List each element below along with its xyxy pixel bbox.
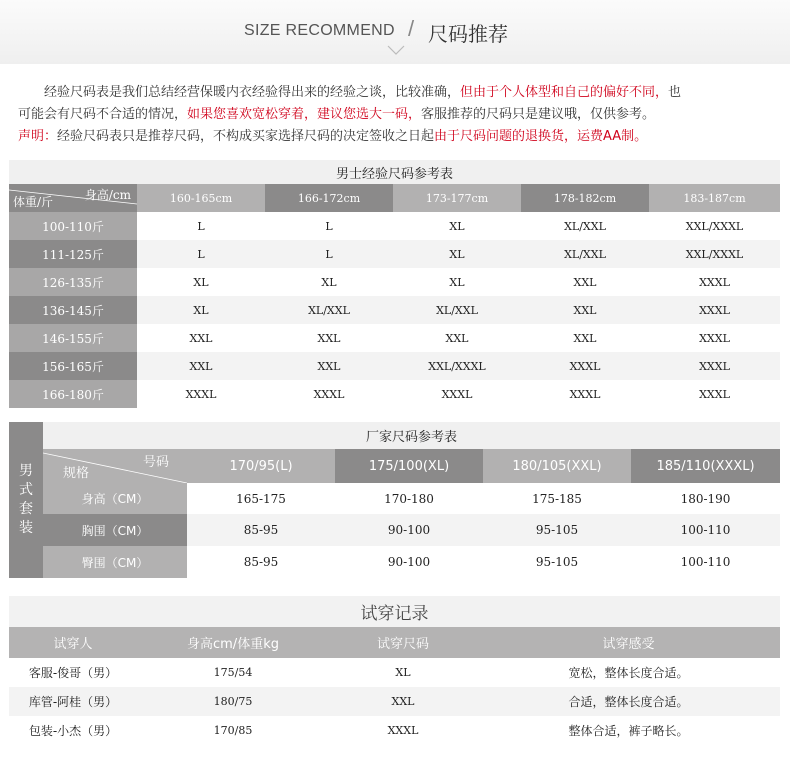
trial-measure: 170/85 xyxy=(213,724,253,737)
size-cell: L xyxy=(197,219,205,233)
table-row xyxy=(9,324,780,352)
trial-person: 包装-小杰（男） xyxy=(28,724,118,738)
intro-text xyxy=(18,82,778,148)
experience-size-table xyxy=(9,160,780,408)
size-cell: XL xyxy=(449,219,465,233)
intro-line-3 xyxy=(18,126,778,148)
size-cell: XXXL xyxy=(699,303,730,317)
trial-size: XXXL xyxy=(387,724,419,737)
spec-cell: 85-95 xyxy=(243,555,279,569)
size-cell: XXXL xyxy=(441,387,473,401)
spec-cell: 90-100 xyxy=(387,555,431,569)
size-cell: XXL xyxy=(189,331,213,345)
spec-label: 胸围（CM） xyxy=(43,514,187,546)
weight-label: 126-135斤 xyxy=(9,268,137,296)
factory-table-caption: 厂家尺码参考表 xyxy=(43,422,780,449)
size-cell: XXXL xyxy=(699,331,730,345)
size-cell: XXXL xyxy=(699,387,730,401)
size-cell: L xyxy=(197,247,205,261)
size-cell: XL/XXL xyxy=(564,219,606,233)
size-cell: XXL xyxy=(573,303,597,317)
size-cell: XXL/XXXL xyxy=(685,219,744,233)
corner-size-label: 号码 xyxy=(142,455,169,470)
size-cell: XXXL xyxy=(569,387,601,401)
spec-cell: 100-110 xyxy=(680,523,731,537)
table-row xyxy=(9,240,780,268)
weight-label: 146-155斤 xyxy=(9,324,137,352)
spec-cell: 170-180 xyxy=(384,491,434,506)
table-row xyxy=(9,380,780,408)
trial-feeling: 宽松，整体长度合适。 xyxy=(568,666,689,680)
size-cell: XXL xyxy=(317,359,341,373)
trial-feeling: 合适，整体长度合适。 xyxy=(568,695,689,709)
height-header: 166-172cm xyxy=(265,184,393,212)
factory-size-header: 185/110(XXXL) xyxy=(631,449,780,483)
size-cell: XL xyxy=(193,303,209,317)
factory-table-corner xyxy=(43,449,187,483)
weight-label: 100-110斤 xyxy=(9,212,137,240)
size-cell: XXL xyxy=(445,331,469,345)
spec-cell: 95-105 xyxy=(535,555,579,569)
size-cell: XL xyxy=(449,275,465,289)
trial-header: 试穿人 xyxy=(9,627,137,658)
size-cell: XXL xyxy=(189,359,213,373)
corner-weight-label: 体重/斤 xyxy=(13,195,54,209)
size-cell: XL/XXL xyxy=(308,303,350,317)
size-cell: XL xyxy=(449,247,465,261)
intro-text-span: 也 xyxy=(668,85,682,100)
size-cell: XXL/XXXL xyxy=(685,247,744,261)
weight-label: 166-180斤 xyxy=(9,380,137,408)
spec-label: 身高（CM） xyxy=(43,483,187,514)
header-separator: / xyxy=(408,16,415,41)
table-row xyxy=(9,352,780,380)
intro-highlight: 如果您喜欢宽松穿着，建议您选大一码， xyxy=(187,107,422,122)
table-row xyxy=(9,212,780,240)
header-title-cn: 尺码推荐 xyxy=(428,22,508,46)
trial-table-caption: 试穿记录 xyxy=(9,596,780,627)
intro-highlight: 但由于个人体型和自己的偏好不同， xyxy=(460,85,669,100)
height-header: 183-187cm xyxy=(649,184,780,212)
trial-header: 试穿感受 xyxy=(477,627,780,658)
intro-line-1 xyxy=(18,82,778,104)
spec-cell: 95-105 xyxy=(535,523,579,537)
spec-cell: 180-190 xyxy=(680,491,731,506)
size-cell: L xyxy=(325,219,333,233)
size-cell: XXL xyxy=(573,275,597,289)
weight-label: 136-145斤 xyxy=(9,296,137,324)
table-row xyxy=(9,546,780,578)
experience-table-caption: 男士经验尺码参考表 xyxy=(9,160,780,184)
table-row xyxy=(9,716,780,745)
corner-spec-label: 规格 xyxy=(63,466,90,481)
intro-highlight: 声明： xyxy=(18,129,58,144)
table-row xyxy=(9,514,780,546)
factory-size-header: 180/105(XXL) xyxy=(483,449,631,483)
table-row xyxy=(9,483,780,514)
trial-measure: 175/54 xyxy=(213,666,253,679)
spec-label: 臀围（CM） xyxy=(43,546,187,578)
factory-size-header: 175/100(XL) xyxy=(335,449,483,483)
factory-size-header: 170/95(L) xyxy=(187,449,335,483)
size-cell: XXL xyxy=(573,331,597,345)
factory-side-label xyxy=(9,422,43,578)
intro-text-span: 客服推荐的尺码只是建议哦，仅供参考。 xyxy=(421,107,656,122)
intro-highlight: 由于尺码问题的退换货，运费AA制。 xyxy=(434,129,648,144)
size-cell: XXXL xyxy=(569,359,601,373)
trial-header: 试穿尺码 xyxy=(329,627,477,658)
intro-text-span: 经验尺码表是我们总结经营保暖内衣经验得出来的经验之谈，比较准确， xyxy=(44,85,461,100)
trial-measure: 180/75 xyxy=(213,695,253,708)
size-cell: XXL/XXXL xyxy=(428,359,486,373)
table-row xyxy=(9,296,780,324)
trial-size: XL xyxy=(395,666,411,679)
size-cell: XXXL xyxy=(185,387,217,401)
intro-line-2 xyxy=(18,104,778,126)
intro-text-span: 可能会有尺码不合适的情况， xyxy=(18,107,188,122)
trial-person: 客服-俊哥（男） xyxy=(28,666,118,680)
size-cell: XXXL xyxy=(699,359,730,373)
corner-height-label: 身高/cm xyxy=(84,188,131,202)
intro-text-span: 经验尺码表只是推荐尺码，不构成买家选择尺码的决定签收之日起 xyxy=(57,129,435,144)
chevron-down-icon xyxy=(386,44,406,56)
size-cell: XL/XXL xyxy=(564,247,606,261)
spec-cell: 175-185 xyxy=(532,491,582,506)
trial-record-table xyxy=(9,596,780,745)
table-row xyxy=(9,268,780,296)
experience-table-corner xyxy=(9,184,137,212)
size-cell: XXXL xyxy=(699,275,730,289)
size-cell: L xyxy=(325,247,333,261)
factory-size-table xyxy=(9,422,780,578)
size-cell: XL xyxy=(193,275,209,289)
table-row xyxy=(9,658,780,687)
size-cell: XL/XXL xyxy=(436,303,478,317)
height-header: 160-165cm xyxy=(137,184,265,212)
size-cell: XXL xyxy=(317,331,341,345)
table-row xyxy=(9,687,780,716)
height-header: 178-182cm xyxy=(521,184,649,212)
height-header: 173-177cm xyxy=(393,184,521,212)
weight-label: 156-165斤 xyxy=(9,352,137,380)
trial-size: XXL xyxy=(391,695,415,708)
size-cell: XXXL xyxy=(313,387,345,401)
header-title-en: SIZE RECOMMEND xyxy=(244,22,395,39)
trial-header: 身高cm/体重kg xyxy=(137,627,329,658)
weight-label: 111-125斤 xyxy=(9,240,137,268)
spec-cell: 90-100 xyxy=(387,523,431,537)
spec-cell: 100-110 xyxy=(680,555,731,569)
side-label-text: 男式套装 xyxy=(19,463,33,536)
trial-person: 库管-阿桂（男） xyxy=(28,695,118,709)
spec-cell: 85-95 xyxy=(243,523,279,537)
size-cell: XL xyxy=(321,275,337,289)
trial-feeling: 整体合适，裤子略长。 xyxy=(568,724,689,738)
section-header xyxy=(0,0,790,64)
spec-cell: 165-175 xyxy=(236,491,286,506)
